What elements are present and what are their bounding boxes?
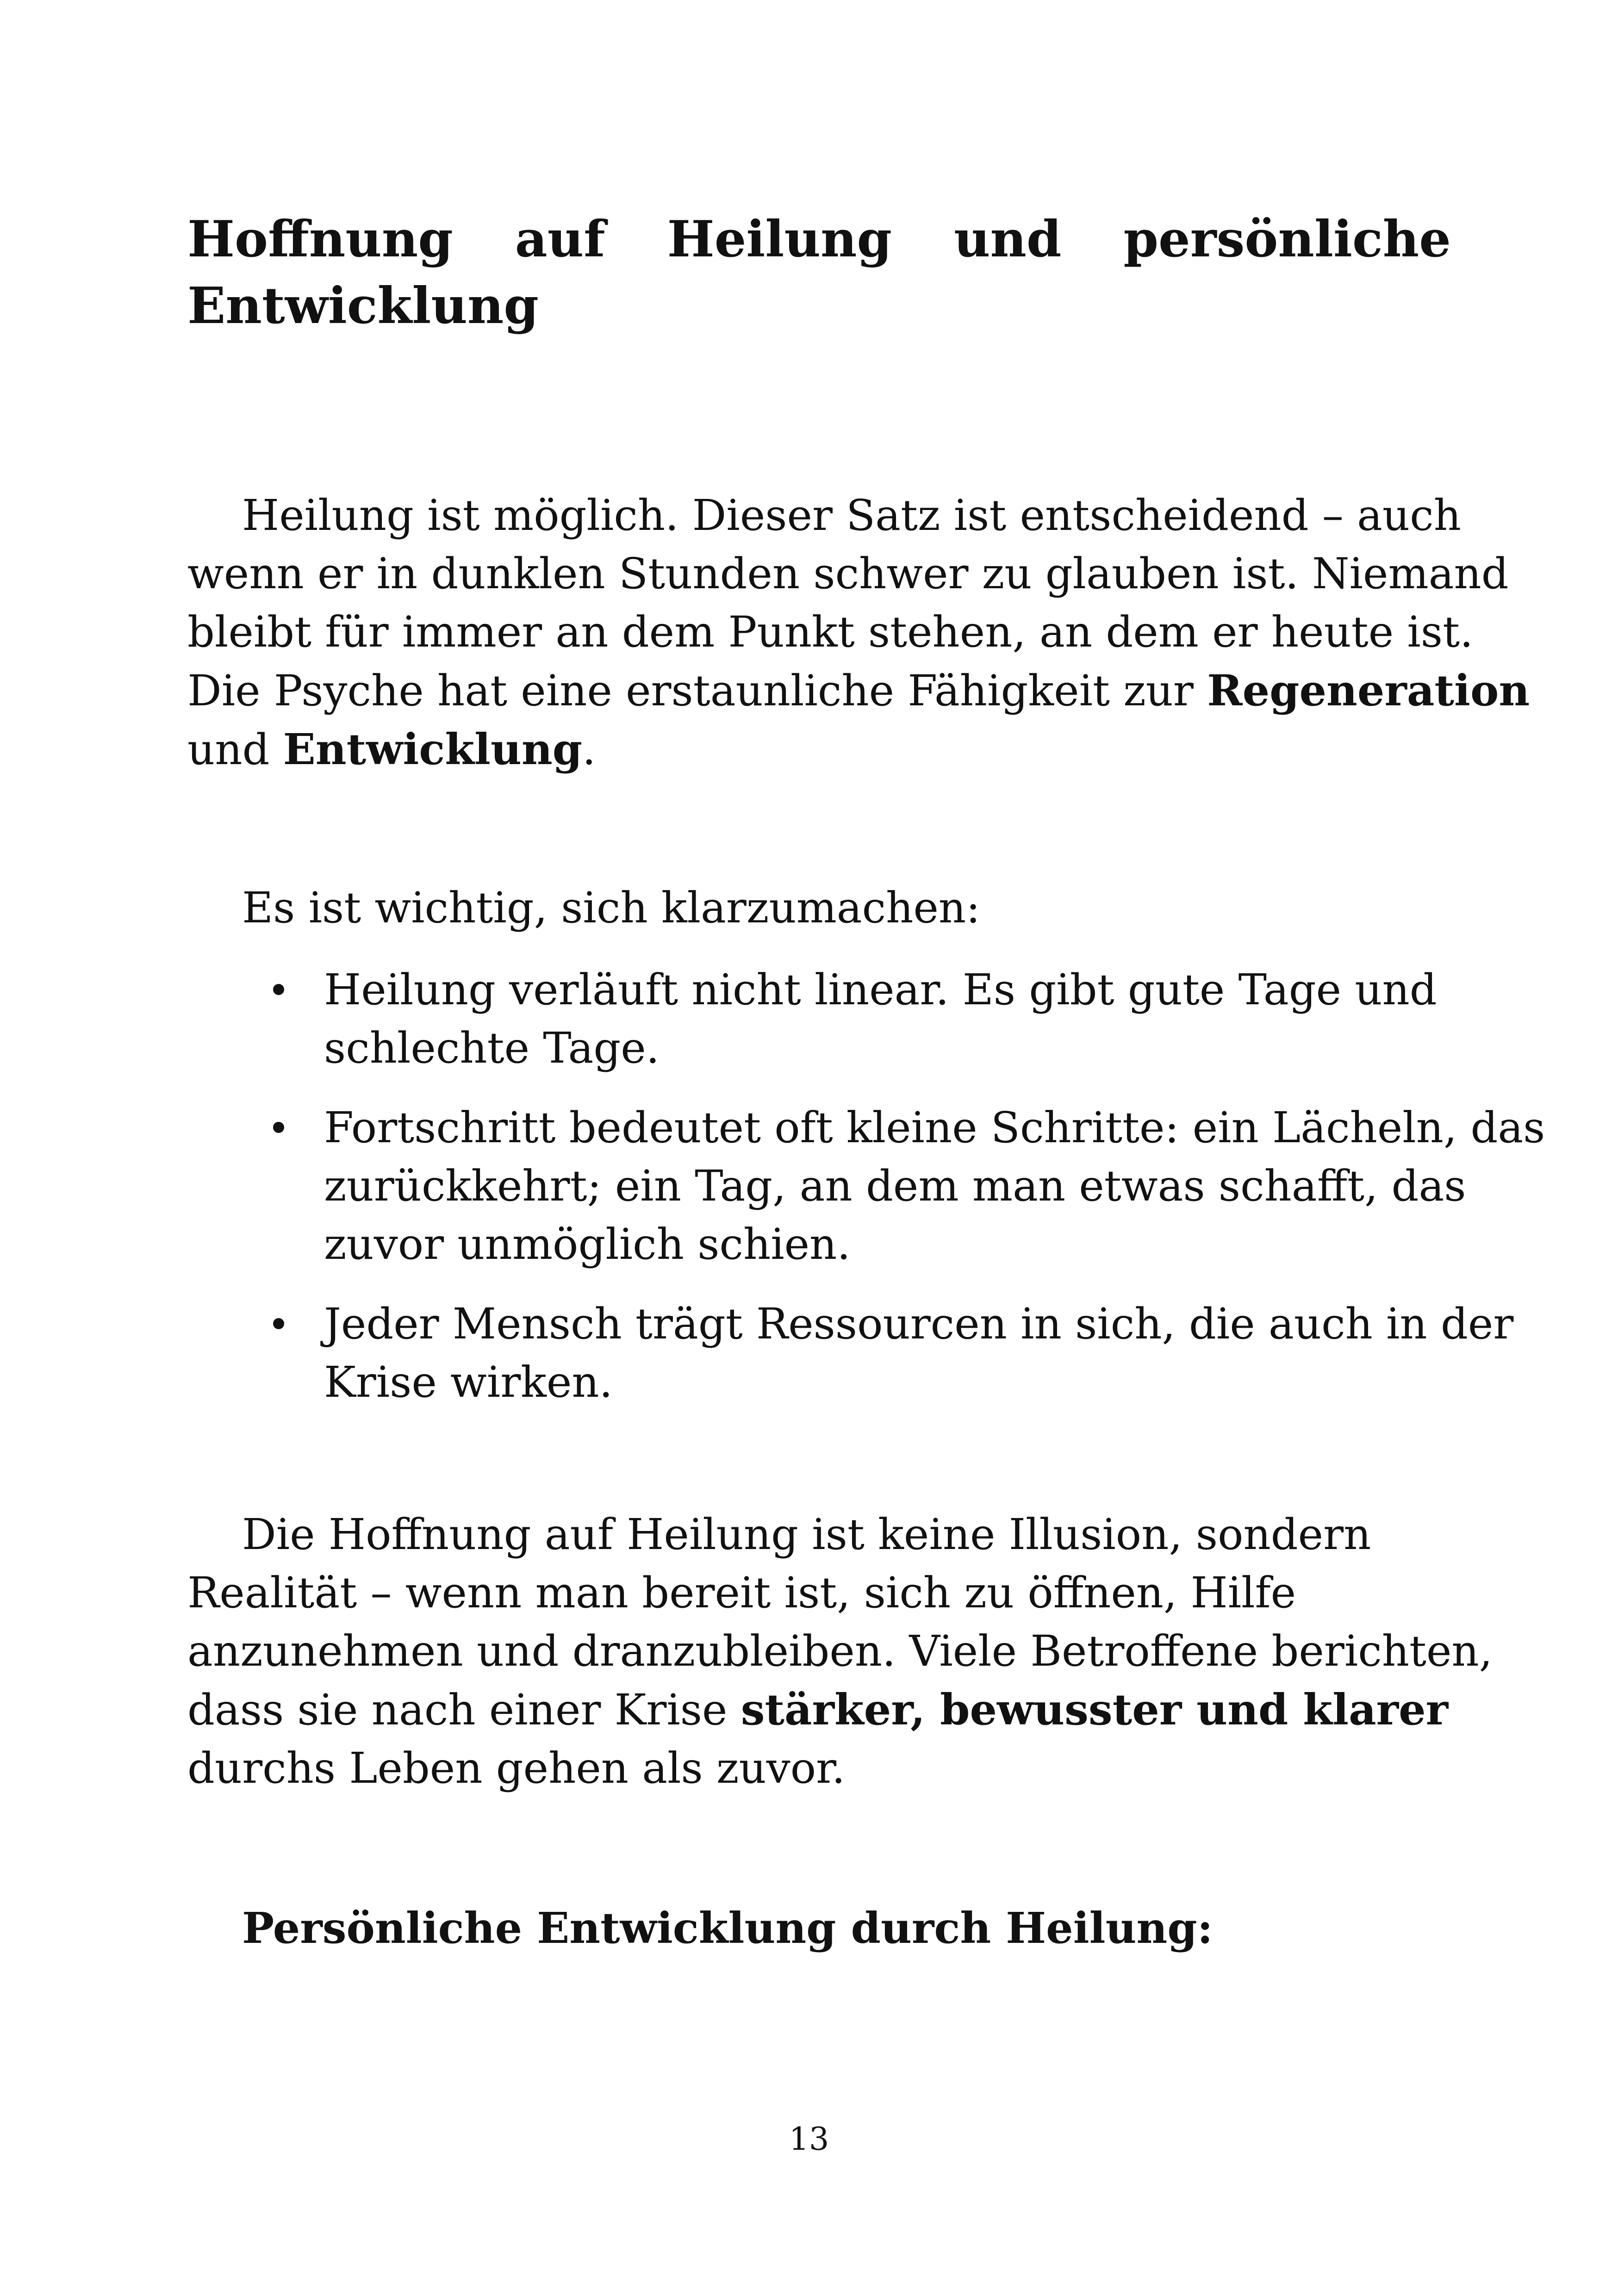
list-item-line: Krise wirken.	[324, 1357, 613, 1407]
paragraph-text: Die Psyche hat eine erstaunliche Fähigkeit zur	[187, 666, 1207, 716]
section-heading-line-2: Entwicklung	[187, 277, 539, 335]
paragraph-line	[187, 1680, 1451, 1739]
paragraph-healing-possible	[187, 486, 1530, 779]
paragraph-line: anzunehmen und dranzubleiben. Viele Betroffene berichten,	[187, 1626, 1493, 1676]
paragraph-line	[187, 661, 1530, 720]
paragraph-line: wenn er in dunklen Stunden schwer zu glauben ist. Niemand	[187, 549, 1509, 598]
bullet-dot-icon	[273, 1318, 284, 1329]
paragraph-hope-reality	[187, 1506, 1493, 1798]
paragraph-text: .	[582, 725, 596, 774]
section-heading-line-1: Hoffnung auf Heilung und persönliche	[187, 210, 1451, 268]
paragraph-text: dass sie nach einer Krise	[187, 1685, 741, 1735]
paragraph-text: und	[187, 725, 283, 774]
paragraph-line	[187, 720, 1451, 779]
list-intro: Es ist wichtig, sich klarzumachen:	[242, 883, 981, 933]
paragraph-line: bleibt für immer an dem Punkt stehen, an dem er heute ist.	[187, 607, 1474, 657]
list-item-line: Jeder Mensch trägt Ressourcen in sich, die auch in der	[324, 1299, 1514, 1349]
bullet-dot-icon	[273, 1122, 284, 1133]
paragraph-line: durchs Leben gehen als zuvor.	[187, 1743, 846, 1793]
list-item	[187, 961, 1483, 1077]
page-number: 13	[789, 2121, 829, 2158]
bullet-dot-icon	[273, 984, 284, 995]
list-item-line: Heilung verläuft nicht linear. Es gibt gute Tage und	[324, 965, 1437, 1014]
list-item-line: zurückkehrt; ein Tag, an dem man etwas schafft, das	[324, 1161, 1466, 1211]
list-item-line: zuvor unmöglich schien.	[324, 1220, 851, 1269]
list-item-line: Fortschritt bedeutet oft kleine Schritte: ein Lächeln, das	[324, 1103, 1545, 1152]
bold-phrase-stronger: stärker, bewusster und klarer	[741, 1685, 1449, 1735]
bold-term-regeneration: Regeneration	[1207, 666, 1530, 716]
list-item-line: schlechte Tage.	[324, 1023, 660, 1073]
bullet-list	[187, 961, 1545, 1433]
paragraph-line: Heilung ist möglich. Dieser Satz ist entscheidend – auch	[242, 491, 1461, 540]
paragraph-line: Die Hoffnung auf Heilung ist keine Illusion, sondern	[242, 1510, 1371, 1559]
list-item	[187, 1295, 1514, 1412]
bold-term-entwicklung: Entwicklung	[283, 724, 583, 774]
list-item	[187, 1099, 1545, 1274]
paragraph-line: Realität – wenn man bereit ist, sich zu öffnen, Hilfe	[187, 1568, 1296, 1618]
subheading: Persönliche Entwicklung durch Heilung:	[242, 1903, 1213, 1953]
